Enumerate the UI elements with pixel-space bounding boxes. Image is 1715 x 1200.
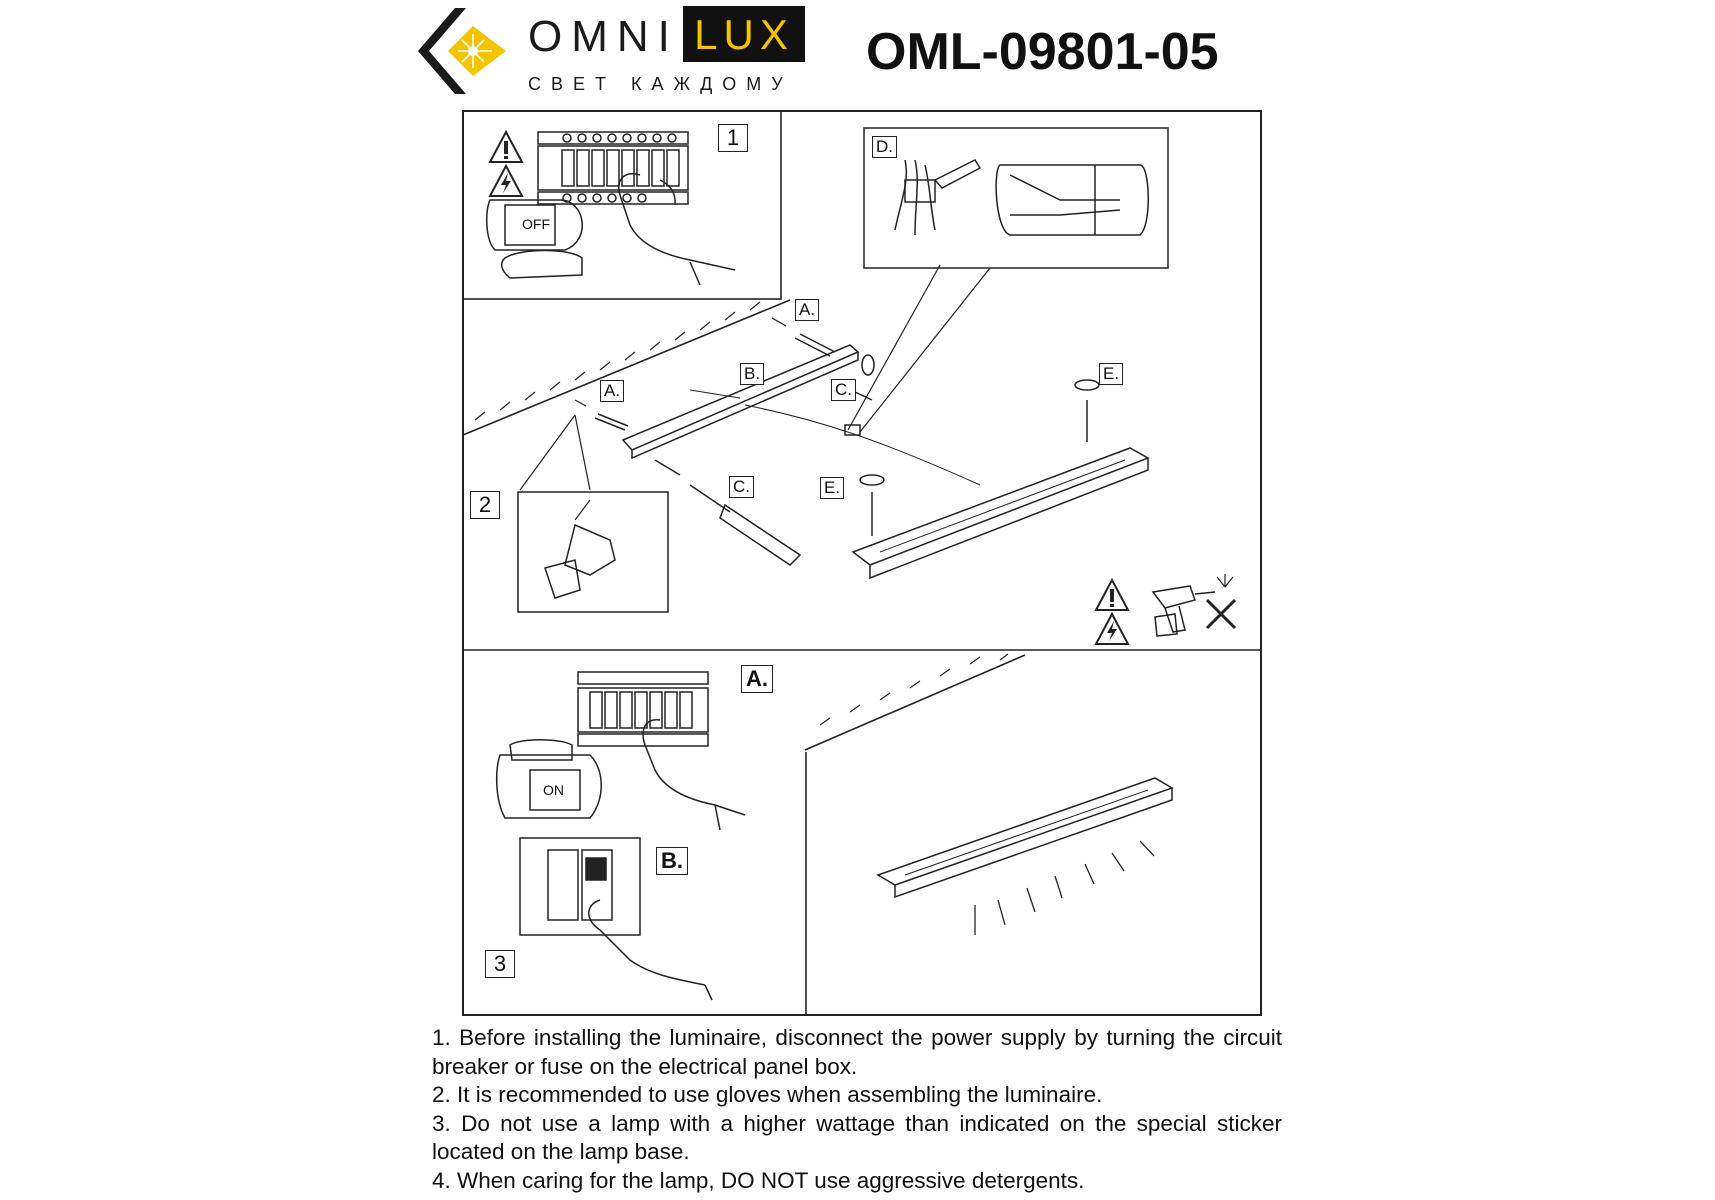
step-number-3: 3	[485, 950, 515, 978]
switch-on-label: ON	[543, 782, 564, 798]
label-connector-d: D.	[872, 136, 897, 158]
note-3: 3. Do not use a lamp with a higher wattage than indicated on the special sticker located on the lamp base.	[432, 1110, 1282, 1164]
electric-hazard-icon	[488, 164, 524, 198]
brand-name: OMNI	[528, 12, 679, 61]
step-number-2: 2	[470, 491, 500, 519]
note-4: 4. When caring for the lamp, DO NOT use aggressive detergents.	[432, 1167, 1085, 1193]
safety-notes	[432, 1024, 1282, 1195]
label-screw-c-right: C.	[831, 379, 856, 401]
label-screw-e-left: E.	[820, 477, 844, 499]
label-screw-c-left: C.	[729, 476, 754, 498]
label-step3-b: B.	[656, 847, 688, 875]
step3-illustration	[497, 672, 1172, 1000]
note-2: 2. It is recommended to use gloves when assembling the luminaire.	[432, 1082, 1103, 1107]
brand-tagline: СВЕТ КАЖДОМУ	[528, 74, 793, 94]
warning-icon	[1094, 578, 1130, 612]
label-anchor-a-top: A.	[795, 299, 819, 321]
label-step3-a: A.	[741, 665, 773, 693]
no-drill-icon	[1145, 572, 1245, 644]
step-number-1: 1	[718, 124, 748, 152]
label-anchor-a-left: A.	[600, 380, 624, 402]
model-number: OML-09801-05	[866, 23, 1219, 81]
note-1: 1. Before installing the luminaire, disconnect the power supply by turning the circuit breaker or fuse on the electrical panel box.	[432, 1025, 1282, 1079]
label-screw-e-right: E.	[1099, 363, 1123, 385]
brand-highlight: LUX	[683, 6, 805, 62]
label-mount-bar-b: B.	[740, 363, 764, 385]
switch-off-label: OFF	[522, 216, 550, 232]
electric-hazard-icon	[1094, 612, 1130, 646]
warning-icon	[488, 130, 524, 164]
